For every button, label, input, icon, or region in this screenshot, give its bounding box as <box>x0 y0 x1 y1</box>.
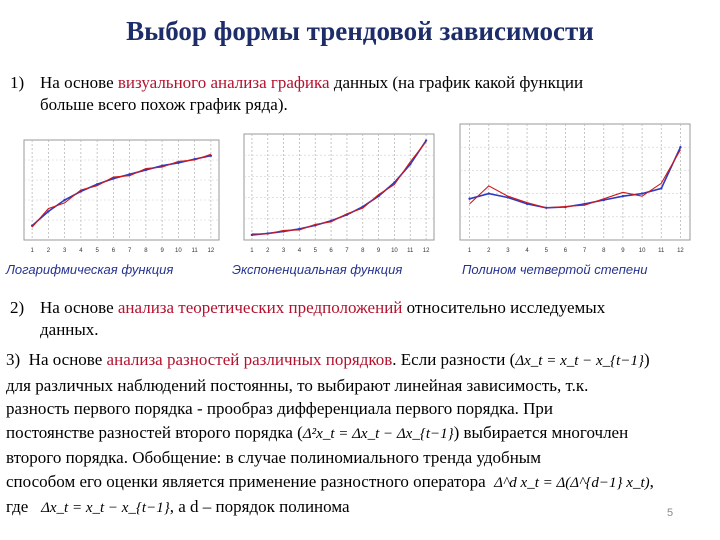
item-3-number: 3) <box>6 350 21 369</box>
x-tick-label: 2 <box>266 248 270 254</box>
x-tick-label: 5 <box>313 248 317 254</box>
caption-poly: Полином четвертой степени <box>462 262 648 277</box>
x-tick-label: 1 <box>250 248 254 254</box>
data-point <box>641 192 643 194</box>
item-3-line-1: 3) На основе анализа разностей различных порядков. Если разности (Δx_t = x_t − x_{t−1}) <box>6 350 650 369</box>
x-tick-label: 10 <box>638 248 646 254</box>
item-2-number: 2) <box>10 298 25 317</box>
x-tick-label: 6 <box>111 248 116 254</box>
x-tick-label: 9 <box>621 248 625 254</box>
data-point <box>488 192 490 194</box>
item-3-text <box>6 348 716 521</box>
data-point <box>468 198 470 200</box>
data-point <box>63 199 65 201</box>
item-1-number: 1) <box>10 73 25 92</box>
x-tick-label: 3 <box>506 248 510 254</box>
caption-exp: Экспоненциальная функция <box>232 262 403 277</box>
x-tick-label: 7 <box>345 248 349 254</box>
x-tick-label: 10 <box>391 248 398 254</box>
item-1-text: На основе визуального анализа графика данных (на график какой функции больше всего похож график ряда). <box>40 73 584 114</box>
x-tick-label: 11 <box>658 248 665 254</box>
plot-area <box>244 134 434 240</box>
x-tick-label: 5 <box>95 248 99 254</box>
item-3-line-5: второго порядка. Обобщение: в случае полиномиального тренда удобным <box>6 448 541 467</box>
x-tick-label: 12 <box>422 248 430 254</box>
x-tick-label: 9 <box>376 248 381 254</box>
x-tick-label: 2 <box>46 248 51 254</box>
page-number: 5 <box>667 507 674 519</box>
plot-area <box>24 140 219 240</box>
x-tick-label: 2 <box>487 248 491 254</box>
item-2-highlight: анализа теоретических предположений <box>117 298 403 317</box>
x-tick-label: 12 <box>677 248 684 254</box>
x-tick-label: 10 <box>175 248 182 254</box>
item-2-text: На основе анализа теоретических предположений относительно исследуемых данных. <box>40 298 606 339</box>
data-point <box>425 139 427 141</box>
x-tick-label: 7 <box>127 248 132 254</box>
chart-exponential <box>230 128 440 256</box>
data-point <box>622 195 624 197</box>
x-tick-label: 3 <box>62 248 67 254</box>
item-1-highlight: визуального анализа графика <box>117 73 330 92</box>
chart-logarithmic <box>10 134 225 256</box>
x-tick-label: 1 <box>30 248 34 254</box>
data-point <box>679 146 681 148</box>
formula-second-difference: Δ²x_t = Δx_t − Δx_{t−1} <box>302 425 454 442</box>
x-tick-label: 7 <box>582 248 587 254</box>
x-tick-label: 11 <box>407 248 414 254</box>
x-tick-label: 4 <box>79 248 83 254</box>
chart-polynomial <box>446 118 696 256</box>
formula-difference-definition: Δx_t = x_t − x_{t−1} <box>41 500 170 516</box>
x-tick-label: 6 <box>329 248 333 254</box>
formula-difference-operator: Δ^d x_t = Δ(Δ^{d−1} x_t) <box>494 474 650 491</box>
plot-area <box>460 124 690 240</box>
x-tick-label: 5 <box>544 248 548 254</box>
formula-first-difference: Δx_t = x_t − x_{t−1} <box>515 353 644 369</box>
x-tick-label: 6 <box>563 248 568 254</box>
x-tick-label: 3 <box>281 248 286 254</box>
data-point <box>660 187 662 189</box>
x-tick-label: 8 <box>602 248 606 254</box>
item-3-line-7: где Δx_t = x_t − x_{t−1}, а d – порядок полинома <box>6 497 350 516</box>
x-tick-label: 11 <box>191 248 198 254</box>
x-tick-label: 8 <box>144 248 148 254</box>
item-3-line-6: способом его оценки является применение разностного оператора Δ^d x_t = Δ(Δ^{d−1} x_t), <box>6 471 654 491</box>
item-2 <box>10 297 24 319</box>
caption-log: Логарифмическая функция <box>6 262 174 277</box>
slide-title: Выбор формы трендовой зависимости <box>126 16 594 46</box>
x-tick-label: 12 <box>207 248 215 254</box>
item-3-highlight: анализа разностей различных порядков <box>106 350 393 369</box>
x-tick-label: 8 <box>361 248 365 254</box>
item-3-line-2: для различных наблюдений постоянны, то выбирают линейная зависимость, т.к. <box>6 375 589 395</box>
item-3-line-4: постоянстве разностей второго порядка (Δ²x_t = Δx_t − Δx_{t−1}) выбирается многочлен <box>6 422 629 442</box>
data-point <box>47 210 49 212</box>
x-tick-label: 4 <box>525 248 529 254</box>
x-tick-label: 9 <box>160 248 164 254</box>
x-tick-label: 1 <box>467 248 472 254</box>
item-3-line-3: разность первого порядка - прообраз дифференциала первого порядка. При <box>6 399 554 418</box>
x-tick-label: 4 <box>297 248 302 254</box>
